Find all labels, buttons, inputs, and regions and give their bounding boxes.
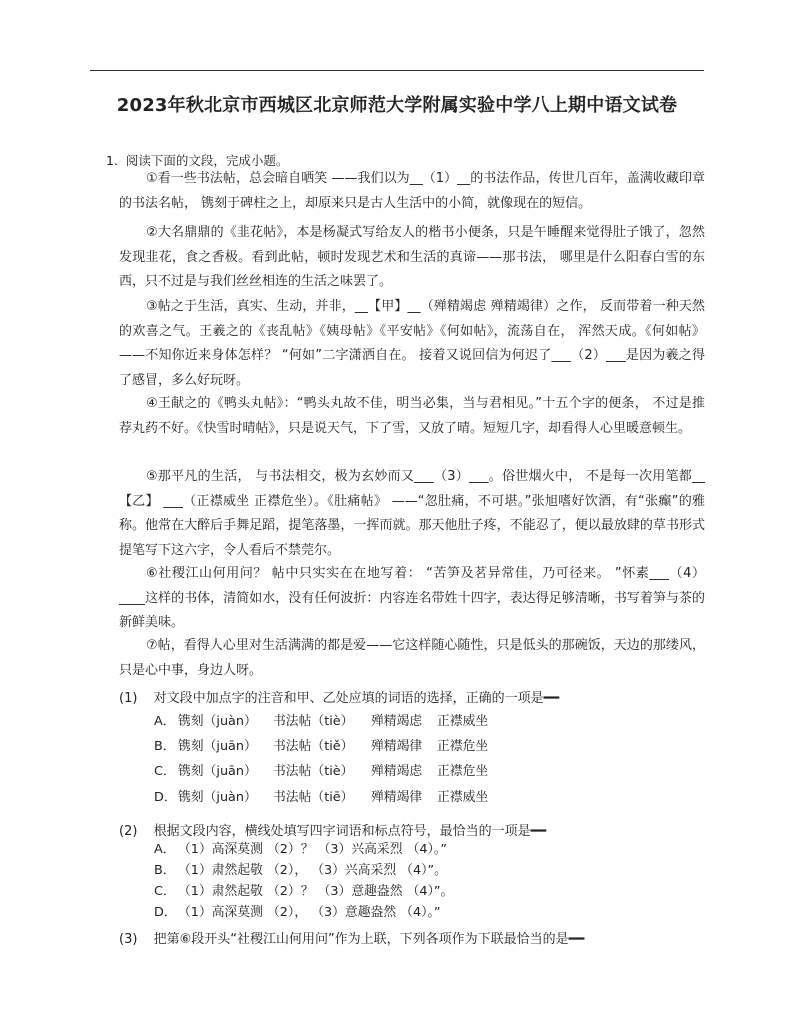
sub-question-prompt: 把第⑥段开头“社稷江山何用问”作为上联，下列各项作为下联最恰当的是━━ bbox=[153, 932, 585, 947]
option-1-D[interactable]: D．镌刻（juàn） 书法帖（tiē） 殚精竭律 正襟威坐 bbox=[154, 790, 489, 805]
paragraph-2: ②大名鼎鼎的《韭花帖》，本是杨凝式写给友人的楷书小便条，只是午睡醒来觉得肚子饿了，忽然发现韭花，食之香极。看到此帖，顿时发现艺术和生活的真谛——那书法， 哪里是什么阳春白雪的东西，只不过是与我们丝丝相连的生活之味罢了。 bbox=[119, 225, 705, 290]
paragraph-7: ⑦帖，看得人心里对生活满满的都是爱——它这样随心随性，只是低头的那碗饭，天边的那缕风，只是心中事，身边人呀。 bbox=[119, 638, 705, 678]
sub-question-prompt: 对文段中加点字的注音和甲、乙处应填的词语的选择，正确的一项是━━ bbox=[153, 691, 560, 706]
page-title: 2023年秋北京市西城区北京师范大学附属实验中学八上期中语文试卷 bbox=[116, 95, 678, 116]
option-1-B[interactable]: B． 镌刻（juān） 书法帖（tiě） 殚精竭律 正襟危坐 bbox=[154, 739, 489, 754]
sub-question-number: (1) bbox=[119, 691, 138, 706]
option-1-C[interactable]: C． 镌刻（juān） 书法帖（tiè） 殚精竭虑 正襟危坐 bbox=[154, 764, 489, 779]
option-2-B[interactable]: B． （1）肃然起敬 （2）， （3）兴高采烈 （4）”。 bbox=[154, 863, 447, 878]
question-number: 1. bbox=[106, 153, 118, 168]
paragraph-6: ⑥社稷江山何用问？ 帖中只实实在在地写着： “苦笋及茗异常佳，乃可径来。 ”怀素___（4）____这样的书体，清简如水，没有任何波折：内容连名带姓十四字，表达得足够清晰，书写着笋与茶的新鲜美味。 bbox=[119, 566, 705, 631]
paragraph-3: ③帖之于生活，真实、生动，并非，__【甲】__（殚精竭虑 殚精竭律）之作， 反而带着一种天然的欢喜之气。王羲之的《丧乱帖》《姨母帖》《平安帖》《何如帖》，流荡自在， 浑然天成。《何如帖》 ——不知你近来身体怎样？ “何如”二字潇洒自在。 接着又说回信为何迟了___（2）___是因为羲之得了感冒，多么好玩呀。 bbox=[119, 299, 705, 388]
sub-question-1 bbox=[119, 687, 559, 706]
sub-question-prompt: 根据文段内容，横线处填写四字词语和标点符号，最恰当的一项是━━ bbox=[153, 824, 547, 839]
option-2-C[interactable]: C． （1）肃然起敬 （2）？ （3）意趣盎然 （4）”。 bbox=[154, 884, 454, 899]
question-instruction: 阅读下面的文段，完成小题。 bbox=[125, 153, 289, 168]
sub-question-2 bbox=[119, 820, 546, 839]
sub-question-number: (3) bbox=[119, 932, 138, 947]
top-rule bbox=[90, 70, 704, 71]
sub-question-number: (2) bbox=[119, 824, 138, 839]
paragraph-1: ①看一些书法帖，总会暗自哂笑 ——我们以为__（1）__的书法作品，传世几百年，盖满收藏印章的书法名帖， 镌刻于碑柱之上，却原来只是古人生活中的小简，就像现在的短信。 bbox=[119, 171, 705, 211]
sub-question-3 bbox=[119, 928, 584, 947]
option-2-D[interactable]: D．（1）高深莫测 （2）， （3）意趣盎然 （4）。” bbox=[154, 905, 441, 920]
option-2-A[interactable]: A． （1）高深莫测 （2）？ （3）兴高采烈 （4）。” bbox=[154, 842, 447, 857]
paragraph-5: ⑤那平凡的生活， 与书法相交，极为玄妙而又___（3）___。俗世烟火中， 不是每一次用笔都__【乙】 ___（正襟威坐 正襟危坐）。《肚痛帖》 ——“忽肚痛，不可堪。”张旭嗜好饮酒，有“张癫”的雅称。他常在大醉后手舞足蹈，提笔落墨，一挥而就。那天他肚子疼，不能忍了，便以最放肆的草书形式提笔写下这六字，令人看后不禁莞尔。 bbox=[119, 469, 705, 558]
option-1-A[interactable]: A． 镌刻（juàn） 书法帖（tiè） 殚精竭虑 正襟威坐 bbox=[154, 714, 489, 729]
paragraph-4: ④王献之的《鸭头丸帖》：“鸭头丸故不佳，明当必集，当与君相见。”十五个字的便条， 不过是推荐丸药不好。《快雪时晴帖》，只是说天气，下了雪，又放了晴。短短几字，却看得人心里暖意顿生。 bbox=[119, 396, 705, 436]
